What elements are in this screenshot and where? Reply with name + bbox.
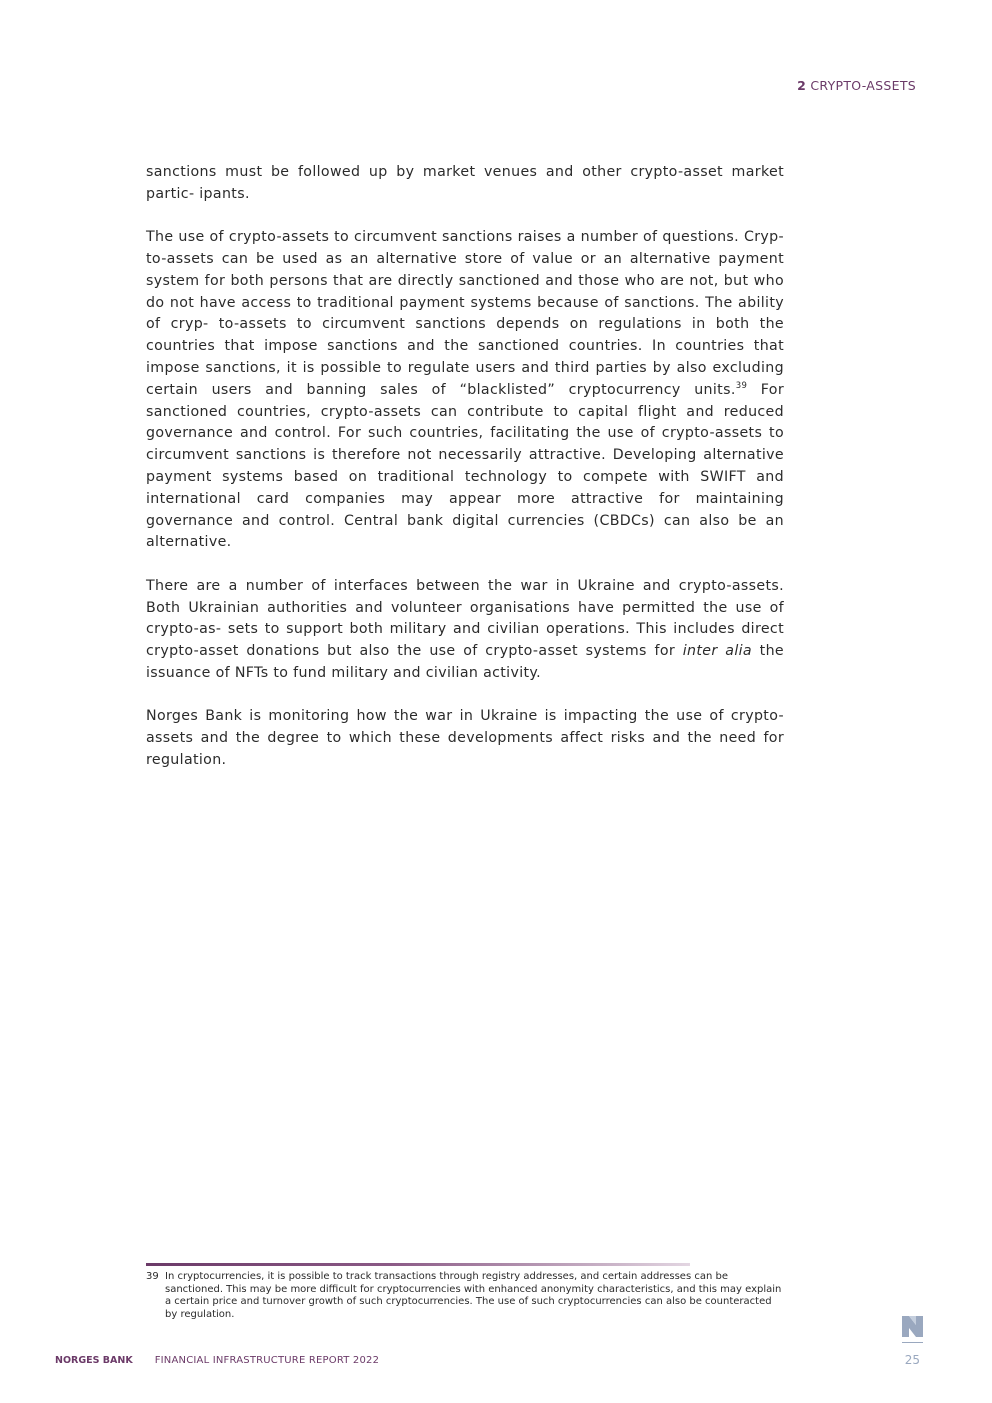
norges-bank-n-logo-icon (902, 1316, 923, 1337)
paragraph-1 (146, 162, 784, 206)
page-footer (55, 1355, 379, 1366)
footnote-text: In cryptocurrencies, it is possible to track transactions through registry addresses, and certain addresses can be sanctioned. This may be more difficult for cryptocurrencies with enhanced anonymity characteristics, and this may explain a certain price and turnover growth of such cryptocurrencies. The use of such cryptocurrencies can also be counteracted by regulation. (165, 1271, 782, 1320)
running-head (797, 78, 916, 93)
footnote (146, 1271, 786, 1321)
paragraph-text: The use of crypto-assets to circumvent sanctions raises a number of questions. Cryp- to-assets can be used as an alternative store of value or an alternative payment system for both persons that are directly sanctioned and those who are not, but who do not have access to traditional payment systems because of sanctions. The ability of cryp- to-assets to circumvent sanctions depends on regulations in both the countries that impose sanctions and the sanctioned countries. In countries that impose sanctions, it is possible to regulate users and third parties by also excluding certain users and banning sales of “blacklisted” cryptocurrency units. (146, 229, 784, 398)
footer-brand: NORGES BANK (55, 1355, 133, 1366)
section-number: 2 (797, 78, 807, 93)
paragraph-4 (146, 706, 784, 771)
paragraph-3 (146, 576, 784, 685)
section-title: CRYPTO-ASSETS (810, 78, 916, 93)
paragraph-text: Norges Bank is monitoring how the war in Ukraine is impacting the use of crypto-assets and the degree to which these developments affect risks and the need for regulation. (146, 708, 784, 768)
footnote-divider (146, 1263, 690, 1266)
page-number: 25 (904, 1353, 920, 1367)
italic-term: inter alia (682, 643, 752, 660)
footer-report-title: FINANCIAL INFRASTRUCTURE REPORT 2022 (154, 1355, 380, 1366)
paragraph-text: For sanctioned countries, crypto-assets can contribute to capital flight and reduced governance and control. For such countries, facilitating the use of crypto-assets to circumvent sanctions is therefore not necessarily attractive. Developing alternative payment systems based on traditional technology to compete with SWIFT and international card companies may appear more attractive for maintaining governance and control. Central bank digital currencies (CBDCs) can also be an alternative. (146, 381, 785, 551)
paragraph-2 (146, 227, 784, 554)
footnote-number: 39 (146, 1271, 159, 1282)
footnote-reference[interactable]: 39 (735, 380, 748, 391)
paragraph-text: the issuance of NFTs to fund military and civilian activity. (146, 643, 784, 681)
body-text (146, 162, 784, 793)
paragraph-text: sanctions must be followed up by market venues and other crypto-asset market partic- ipants. (146, 164, 784, 202)
logo-rule (902, 1342, 923, 1343)
paragraph-text: There are a number of interfaces between the war in Ukraine and crypto-assets. Both Ukrainian authorities and volunteer organisations have permitted the use of crypto-as- sets to support both military and civilian operations. This includes direct crypto-asset donations but also the use of crypto-asset systems for (146, 577, 784, 660)
